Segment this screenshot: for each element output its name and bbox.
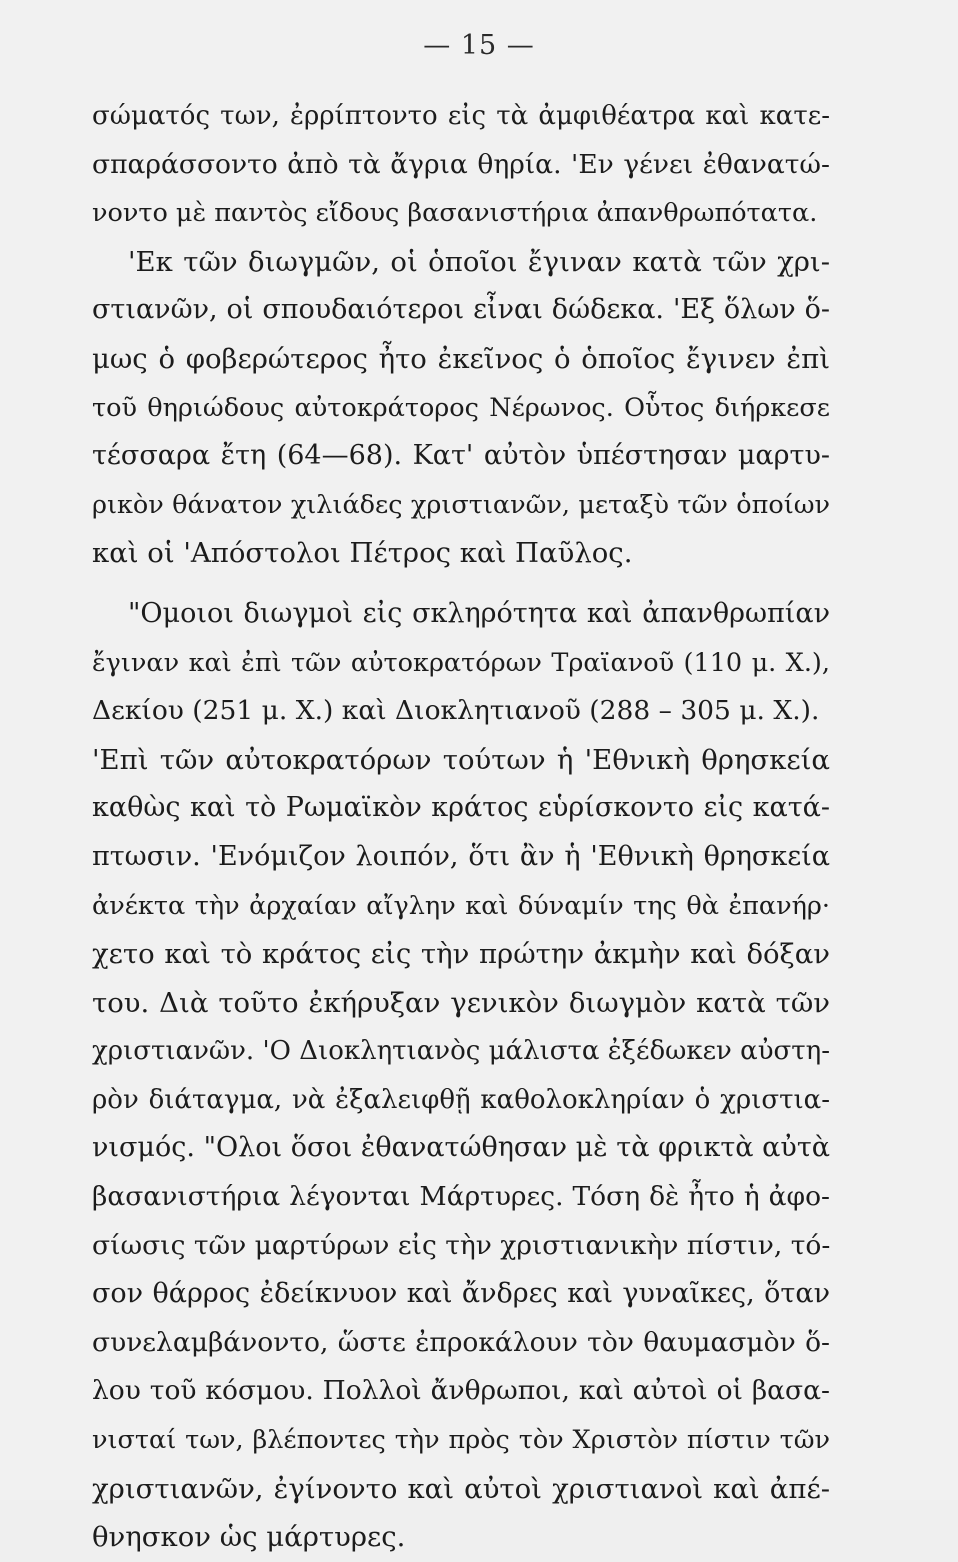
text-line: καθὼς καὶ τὸ Ρωμαϊκὸν κράτος εὑρίσκοντο εἰς κατά- bbox=[92, 792, 830, 824]
text-line: στιανῶν, οἱ σπουδαιότεροι εἶναι δώδεκα. 'Εξ ὅλων ὅ- bbox=[92, 294, 830, 326]
text-line: χριστιανῶν. 'Ο Διοκλητιανὸς μάλιστα ἐξέδωκεν αὐστη- bbox=[92, 1036, 830, 1067]
text-line: νοντο μὲ παντὸς εἴδους βασανιστήρια ἀπανθρωπότατα. bbox=[92, 198, 818, 229]
text-line: καὶ οἱ 'Απόστολοι Πέτρος καὶ Παῦλος. bbox=[92, 537, 633, 570]
text-line: ρικὸν θάνατον χιλιάδες χριστιανῶν, μεταξὺ τῶν ὁποίων bbox=[92, 489, 830, 520]
text-line: 'Εκ τῶν διωγμῶν, οἱ ὁποῖοι ἔγιναν κατὰ τῶν χρι- bbox=[128, 245, 830, 278]
text-line: σον θάρρος ἐδείκνυον καὶ ἄνδρες καὶ γυναῖκες, ὅταν bbox=[92, 1278, 830, 1310]
text-line: τέσσαρα ἔτη (64—68). Κατ' αὐτὸν ὑπέστησαν μαρτυ- bbox=[92, 440, 830, 472]
text-line: χριστιανῶν, ἐγίνοντο καὶ αὐτοὶ χριστιανοὶ καὶ ἀπέ- bbox=[92, 1472, 830, 1505]
text-line: τοῦ θηριώδους αὐτοκράτορος Νέρωνος. Οὗτος διήρκεσε bbox=[92, 392, 830, 423]
text-line: μως ὁ φοβερώτερος ἦτο ἐκεῖνος ὁ ὁποῖος ἔγινεν ἐπὶ bbox=[92, 342, 830, 375]
text-line: ἔγιναν καὶ ἐπὶ τῶν αὐτοκρατόρων Τραϊανοῦ (110 μ. Χ.), bbox=[92, 647, 830, 678]
text-line: νισταί των, βλέποντες τὴν πρὸς τὸν Χριστὸν πίστιν τῶν bbox=[92, 1425, 830, 1456]
text-line: χετο καὶ τὸ κράτος εἰς τὴν πρώτην ἀκμὴν καὶ δόξαν bbox=[92, 938, 830, 971]
text-line: του. Διὰ τοῦτο ἐκήρυξαν γενικὸν διωγμὸν κατὰ τῶν bbox=[92, 986, 830, 1019]
text-line: "Ομοιοι διωγμοὶ εἰς σκληρότητα καὶ ἀπανθρωπίαν bbox=[128, 597, 830, 629]
text-line: ρὸν διάταγμα, νὰ ἐξαλειφθῇ καθολοκληρίαν ὁ χριστια- bbox=[92, 1084, 830, 1115]
text-line: σώματός των, ἐρρίπτοντο εἰς τὰ ἀμφιθέατρα καὶ κατε- bbox=[92, 101, 830, 131]
body-text bbox=[92, 92, 830, 1562]
text-line: συνελαμβάνοντο, ὥστε ἐπροκάλουν τὸν θαυμασμὸν ὅ- bbox=[92, 1326, 830, 1358]
text-line: 'Επὶ τῶν αὐτοκρατόρων τούτων ἡ 'Εθνικὴ θρησκεία bbox=[92, 743, 830, 776]
text-line: νισμός. "Ολοι ὅσοι ἐθανατώθησαν μὲ τὰ φρικτὰ αὐτὰ bbox=[92, 1132, 830, 1164]
text-line: σίωσις τῶν μαρτύρων εἰς τὴν χριστιανικὴν πίστιν, τό- bbox=[92, 1229, 831, 1261]
text-line: πτωσιν. 'Ενόμιζον λοιπόν, ὅτι ἂν ἡ 'Εθνικὴ θρησκεία bbox=[92, 840, 830, 872]
text-line: Δεκίου (251 μ. Χ.) καὶ Διοκλητιανοῦ (288 – 305 μ. Χ.). bbox=[92, 695, 820, 727]
text-line: θνησκον ὡς μάρτυρες. bbox=[92, 1521, 406, 1554]
page-number: — 15 — bbox=[423, 30, 535, 61]
text-line: βασανιστήρια λέγονται Μάρτυρες. Τόση δὲ ἦτο ἡ ἀφο- bbox=[92, 1181, 830, 1213]
text-line: λου τοῦ κόσμου. Πολλοὶ ἄνθρωποι, καὶ αὐτοὶ οἱ βασα- bbox=[92, 1375, 830, 1407]
text-line: ἀνέκτα τὴν ἀρχαίαν αἴγλην καὶ δύναμίν της θὰ ἐπανήρ· bbox=[92, 890, 830, 921]
text-line: σπαράσσοντο ἀπὸ τὰ ἄγρια θηρία. 'Εν γένει ἐθανατώ- bbox=[92, 148, 830, 180]
